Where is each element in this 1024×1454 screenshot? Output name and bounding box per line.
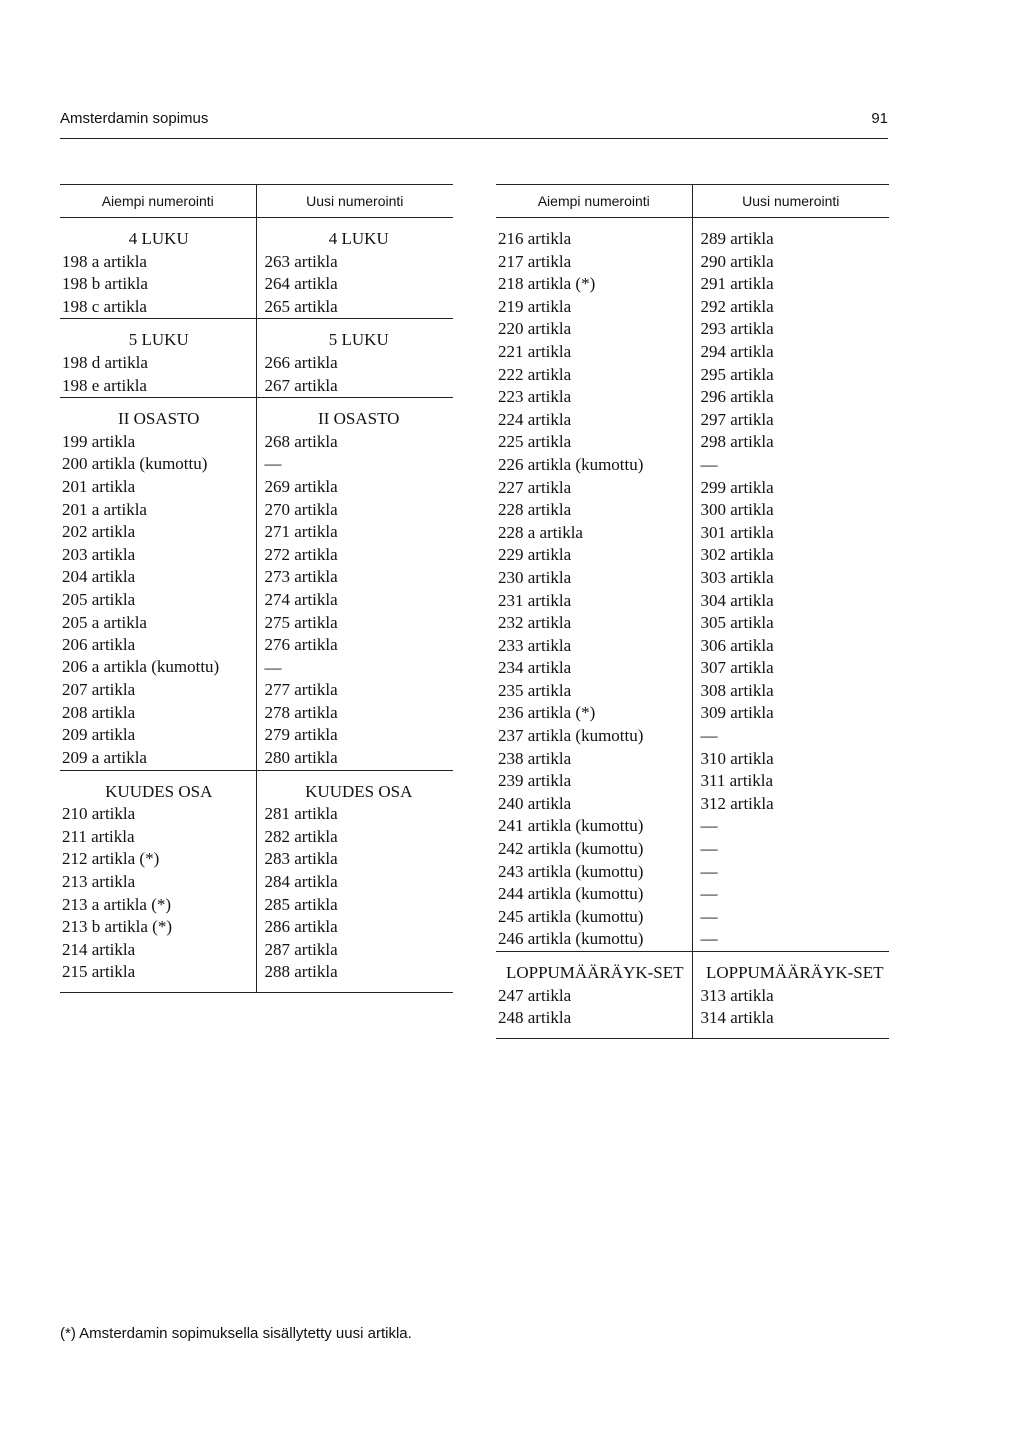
table-row	[60, 657, 453, 680]
table-row	[60, 521, 453, 544]
old-number-cell: 201 a artikla	[62, 499, 147, 519]
table-row	[496, 544, 889, 567]
footnote: (*) Amsterdamin sopimuksella sisällytetty uusi artikla.	[60, 1325, 412, 1342]
table-row	[496, 364, 889, 387]
column-header-new: Uusi numerointi	[256, 185, 453, 218]
new-number-cell: 311 artikla	[692, 770, 889, 793]
table-row	[60, 589, 453, 612]
table-row	[496, 454, 889, 477]
new-number-cell: —	[692, 906, 889, 929]
table-row	[60, 702, 453, 725]
new-number-cell: 268 artikla	[256, 431, 453, 454]
table-row	[60, 296, 453, 319]
old-number-cell: 212 artikla (*)	[62, 849, 160, 869]
old-number-cell: 206 artikla	[62, 635, 136, 655]
new-number-cell: 264 artikla	[256, 273, 453, 296]
table-row	[496, 635, 889, 658]
new-number-cell: 305 artikla	[692, 612, 889, 635]
new-number-cell: —	[692, 861, 889, 884]
section-heading-row	[60, 218, 453, 251]
new-number-cell: 269 artikla	[256, 476, 453, 499]
old-number-cell: 246 artikla (kumottu)	[498, 929, 644, 949]
table-row	[60, 826, 453, 849]
new-number-cell: 271 artikla	[256, 521, 453, 544]
old-number-cell: 220 artikla	[498, 319, 572, 339]
section-heading-row	[496, 952, 889, 985]
old-number-cell: 198 c artikla	[62, 296, 147, 316]
table-row	[496, 296, 889, 319]
table-row	[60, 499, 453, 522]
new-number-cell: 263 artikla	[256, 251, 453, 274]
new-number-cell: 295 artikla	[692, 364, 889, 387]
running-title: Amsterdamin sopimus	[60, 110, 209, 127]
old-number-cell: 198 b artikla	[62, 274, 148, 294]
table-row	[60, 871, 453, 894]
new-number-cell: 291 artikla	[692, 273, 889, 296]
old-number-cell: 199 artikla	[62, 431, 136, 451]
old-number-cell: 240 artikla	[498, 793, 572, 813]
new-number-cell: 292 artikla	[692, 296, 889, 319]
new-number-cell: 300 artikla	[692, 499, 889, 522]
new-number-cell: 288 artikla	[256, 961, 453, 992]
new-number-cell: —	[256, 657, 453, 680]
old-number-cell: 210 artikla	[62, 804, 136, 824]
old-number-cell: 218 artikla (*)	[498, 274, 596, 294]
old-number-cell: 204 artikla	[62, 567, 136, 587]
concordance-table-right	[496, 184, 889, 1039]
new-number-cell: 273 artikla	[256, 566, 453, 589]
table-row	[496, 861, 889, 884]
old-number-cell: 235 artikla	[498, 680, 572, 700]
new-number-cell: —	[692, 838, 889, 861]
old-number-cell: 203 artikla	[62, 544, 136, 564]
table-header-row	[60, 185, 453, 218]
table-row	[496, 431, 889, 454]
old-number-cell: 232 artikla	[498, 613, 572, 633]
column-header-new: Uusi numerointi	[692, 185, 889, 218]
concordance-table-left	[60, 184, 453, 993]
new-number-cell: 310 artikla	[692, 748, 889, 771]
new-number-cell: 293 artikla	[692, 318, 889, 341]
old-number-cell: 228 a artikla	[498, 522, 583, 542]
new-number-cell: 272 artikla	[256, 544, 453, 567]
old-number-cell: 213 a artikla (*)	[62, 894, 172, 914]
new-number-cell: 289 artikla	[692, 218, 889, 251]
old-number-cell: 214 artikla	[62, 939, 136, 959]
table-row	[60, 612, 453, 635]
column-header-old: Aiempi numerointi	[60, 185, 256, 218]
old-number-cell: 242 artikla (kumottu)	[498, 839, 644, 859]
old-number-cell: 209 a artikla	[62, 748, 147, 768]
section-heading-new: 4 LUKU	[256, 218, 453, 251]
table-row	[496, 567, 889, 590]
table-row	[60, 476, 453, 499]
table-row	[496, 702, 889, 725]
old-number-cell: 207 artikla	[62, 680, 136, 700]
new-number-cell: 267 artikla	[256, 375, 453, 398]
new-number-cell: 270 artikla	[256, 499, 453, 522]
table-row	[496, 386, 889, 409]
new-number-cell: 294 artikla	[692, 341, 889, 364]
new-number-cell: —	[692, 725, 889, 748]
new-number-cell: 281 artikla	[256, 803, 453, 826]
new-number-cell: —	[692, 454, 889, 477]
old-number-cell: 223 artikla	[498, 387, 572, 407]
old-number-cell: 239 artikla	[498, 771, 572, 791]
new-number-cell: 282 artikla	[256, 826, 453, 849]
table-row	[496, 218, 889, 251]
table-row	[496, 748, 889, 771]
old-number-cell: 206 a artikla (kumottu)	[62, 656, 220, 676]
table-row	[60, 453, 453, 476]
new-number-cell: —	[692, 928, 889, 951]
table-row	[60, 431, 453, 454]
new-number-cell: 283 artikla	[256, 848, 453, 871]
table-row	[496, 906, 889, 929]
old-number-cell: 225 artikla	[498, 432, 572, 452]
new-number-cell: 276 artikla	[256, 634, 453, 657]
table-row	[496, 928, 889, 951]
running-header	[60, 108, 888, 139]
section-heading-new: LOPPUMÄÄRÄYK-SET	[692, 952, 889, 985]
table-row	[496, 770, 889, 793]
old-number-cell: 213 b artikla (*)	[62, 917, 172, 937]
old-number-cell: 211 artikla	[62, 826, 135, 846]
old-number-cell: 237 artikla (kumottu)	[498, 726, 644, 746]
table-row	[496, 985, 889, 1008]
old-number-cell: 231 artikla	[498, 590, 572, 610]
old-number-cell: 198 e artikla	[62, 375, 147, 395]
table-row	[496, 522, 889, 545]
section-heading-row	[60, 319, 453, 352]
table-row	[496, 612, 889, 635]
section-heading-new: 5 LUKU	[256, 319, 453, 352]
old-number-cell: 200 artikla (kumottu)	[62, 454, 208, 474]
table-row	[60, 916, 453, 939]
section-heading-new: KUUDES OSA	[256, 770, 453, 803]
table-row	[60, 724, 453, 747]
new-number-cell: 290 artikla	[692, 251, 889, 274]
table-header-row	[496, 185, 889, 218]
new-number-cell: 312 artikla	[692, 793, 889, 816]
old-number-cell: 233 artikla	[498, 635, 572, 655]
new-number-cell: 314 artikla	[692, 1007, 889, 1038]
table-row	[60, 803, 453, 826]
table-row	[496, 251, 889, 274]
new-number-cell: 279 artikla	[256, 724, 453, 747]
table-body-right	[496, 218, 889, 1039]
new-number-cell: 296 artikla	[692, 386, 889, 409]
table-row	[60, 375, 453, 398]
old-number-cell: 208 artikla	[62, 702, 136, 722]
old-number-cell: 230 artikla	[498, 567, 572, 587]
new-number-cell: 302 artikla	[692, 544, 889, 567]
table-row	[496, 341, 889, 364]
section-heading-old: II OSASTO	[60, 398, 256, 431]
section-heading-old: 4 LUKU	[128, 229, 189, 248]
old-number-cell: 228 artikla	[498, 500, 572, 520]
old-number-cell: 234 artikla	[498, 658, 572, 678]
page-number: 91	[871, 110, 888, 127]
new-number-cell: —	[692, 883, 889, 906]
table-body-left	[60, 218, 453, 993]
new-number-cell: 277 artikla	[256, 679, 453, 702]
old-number-cell: 248 artikla	[496, 1007, 692, 1038]
table-row	[60, 894, 453, 917]
new-number-cell: 280 artikla	[256, 747, 453, 770]
table-row	[496, 590, 889, 613]
new-number-cell: 306 artikla	[692, 635, 889, 658]
old-number-cell: 209 artikla	[62, 725, 136, 745]
old-number-cell: 217 artikla	[498, 251, 572, 271]
new-number-cell: —	[256, 453, 453, 476]
new-number-cell: 299 artikla	[692, 477, 889, 500]
table-row	[60, 939, 453, 962]
new-number-cell: 297 artikla	[692, 409, 889, 432]
table-row	[496, 793, 889, 816]
old-number-cell: 213 artikla	[62, 872, 136, 892]
new-number-cell: 303 artikla	[692, 567, 889, 590]
old-number-cell: 198 a artikla	[62, 251, 147, 271]
new-number-cell: 307 artikla	[692, 657, 889, 680]
old-number-cell: 205 artikla	[62, 589, 136, 609]
table-row	[60, 679, 453, 702]
table-row	[496, 838, 889, 861]
new-number-cell: 309 artikla	[692, 702, 889, 725]
old-number-cell: 202 artikla	[62, 522, 136, 542]
table-row	[60, 273, 453, 296]
table-row	[496, 1007, 889, 1038]
table-row	[496, 477, 889, 500]
new-number-cell: —	[692, 815, 889, 838]
table-row	[60, 251, 453, 274]
old-number-cell: 224 artikla	[498, 409, 572, 429]
old-number-cell: 236 artikla (*)	[498, 703, 596, 723]
table-row	[496, 883, 889, 906]
old-number-cell: 215 artikla	[60, 961, 256, 992]
new-number-cell: 298 artikla	[692, 431, 889, 454]
table-row	[496, 409, 889, 432]
new-number-cell: 313 artikla	[692, 985, 889, 1008]
new-number-cell: 265 artikla	[256, 296, 453, 319]
table-row	[60, 566, 453, 589]
old-number-cell: 219 artikla	[498, 296, 572, 316]
section-heading-new: II OSASTO	[256, 398, 453, 431]
new-number-cell: 287 artikla	[256, 939, 453, 962]
new-number-cell: 285 artikla	[256, 894, 453, 917]
section-heading-old: LOPPUMÄÄRÄYK-SET	[496, 952, 692, 985]
old-number-cell: 241 artikla (kumottu)	[498, 816, 644, 836]
table-row	[496, 815, 889, 838]
table-row	[496, 657, 889, 680]
table-row	[60, 352, 453, 375]
old-number-cell: 243 artikla (kumottu)	[498, 861, 644, 881]
table-row	[60, 634, 453, 657]
table-row	[60, 961, 453, 992]
table-row	[496, 725, 889, 748]
new-number-cell: 275 artikla	[256, 612, 453, 635]
new-number-cell: 301 artikla	[692, 522, 889, 545]
column-header-old: Aiempi numerointi	[496, 185, 692, 218]
old-number-cell: 227 artikla	[498, 477, 572, 497]
table-row	[60, 544, 453, 567]
new-number-cell: 274 artikla	[256, 589, 453, 612]
section-heading-old: 5 LUKU	[60, 319, 256, 352]
old-number-cell: 238 artikla	[498, 748, 572, 768]
old-number-cell: 229 artikla	[498, 545, 572, 565]
section-heading-row	[60, 398, 453, 431]
old-number-cell: 245 artikla (kumottu)	[498, 906, 644, 926]
new-number-cell: 286 artikla	[256, 916, 453, 939]
new-number-cell: 308 artikla	[692, 680, 889, 703]
old-number-cell: 198 d artikla	[62, 352, 148, 372]
table-row	[496, 318, 889, 341]
new-number-cell: 284 artikla	[256, 871, 453, 894]
table-row	[496, 680, 889, 703]
old-number-cell: 201 artikla	[62, 476, 136, 496]
table-row	[496, 499, 889, 522]
old-number-cell: 205 a artikla	[62, 612, 147, 632]
table-row	[60, 848, 453, 871]
new-number-cell: 266 artikla	[256, 352, 453, 375]
table-row	[60, 747, 453, 770]
table-row	[496, 273, 889, 296]
section-heading-old: KUUDES OSA	[60, 770, 256, 803]
old-number-cell: 247 artikla	[498, 985, 572, 1005]
old-number-cell: 226 artikla (kumottu)	[498, 454, 644, 474]
old-number-cell: 222 artikla	[498, 364, 572, 384]
old-number-cell: 244 artikla (kumottu)	[498, 884, 644, 904]
old-number-cell: 216 artikla	[498, 229, 572, 248]
old-number-cell: 221 artikla	[498, 341, 572, 361]
new-number-cell: 304 artikla	[692, 590, 889, 613]
new-number-cell: 278 artikla	[256, 702, 453, 725]
section-heading-row	[60, 770, 453, 803]
